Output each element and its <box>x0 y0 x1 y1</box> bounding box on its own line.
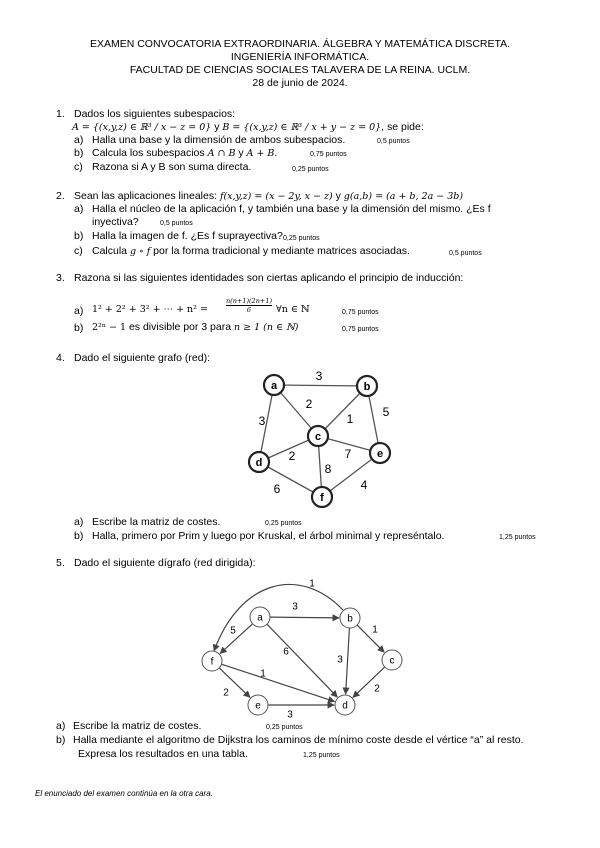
q4-b-text: Halla, primero por Prim y luego por Kruskal, el árbol minimal y represéntalo. <box>92 530 445 542</box>
q3-b-condition: n ≥ 1 (n ∈ ℕ) <box>234 322 299 333</box>
vertex-label-c: c <box>389 655 395 667</box>
node-label-f: f <box>320 491 324 504</box>
vertex-label-d: d <box>342 700 348 712</box>
q3-a-points: 0,75 puntos <box>342 309 379 316</box>
q1-number: 1. <box>56 108 65 120</box>
q4-title: Dado el siguiente grafo (red): <box>74 352 210 364</box>
q5-b-points: 1,25 puntos <box>303 752 340 759</box>
q5-a-text: Escribe la matriz de costes. <box>73 720 202 732</box>
q2-c-composition: g ∘ f <box>129 246 151 257</box>
q3-b-mid: es divisible por 3 para <box>128 321 232 333</box>
exam-title: EXAMEN CONVOCATORIA EXTRAORDINARIA. ÁLGEBRA Y MATEMÁTICA DISCRETA. <box>89 38 511 50</box>
arc-b-c <box>357 625 384 652</box>
q3-a-label: a) <box>74 305 84 317</box>
q2-b-text: Halla la imagen de f. ¿Es f suprayectiva? <box>92 230 283 242</box>
q1-a-points: 0,5 puntos <box>377 138 410 145</box>
edge-weight-d-f: 6 <box>273 482 281 497</box>
arc-weight-a-b: 3 <box>292 601 298 613</box>
q1-def-b: B = {(x,y,z) ∈ ℝ³ / x + y − z = 0} <box>222 122 382 133</box>
q4-b-label: b) <box>74 530 84 542</box>
q2-title-pre: Sean las aplicaciones lineales: <box>74 190 218 202</box>
q2-c-post: por la forma tradicional y mediante matrices asociadas. <box>153 245 410 257</box>
q2-b-label: b) <box>74 230 84 242</box>
q1-b-points: 0,75 puntos <box>310 151 347 158</box>
q3-b-label: b) <box>74 322 84 334</box>
q5-b-text-2: Expresa los resultados en una tabla. <box>78 748 248 760</box>
q1-def-tail: , se pide: <box>381 121 424 133</box>
q3-b-expression: 2²ⁿ − 1 <box>92 322 127 333</box>
exam-date: 28 de junio de 2024. <box>252 77 348 89</box>
q5-b-text-1: Halla mediante el algoritmo de Dijkstra los caminos de mínimo coste desde el vértice “a” al resto. <box>73 734 524 746</box>
q1-title: Dados los siguientes subespacios: <box>74 108 236 120</box>
q1-def-a: A = {(x,y,z) ∈ ℝ³ / x − z = 0} <box>72 122 212 133</box>
faculty-name: FACULTAD DE CIENCIAS SOCIALES TALAVERA DE LA REINA. UCLM. <box>129 64 471 76</box>
q4-number: 4. <box>56 352 65 364</box>
arc-weight-c-d: 2 <box>374 683 380 695</box>
q1-b-pre: Calcula los subespacios <box>92 147 205 159</box>
q1-b-math-sum: A + B <box>246 148 275 159</box>
vertex-label-f: f <box>210 656 214 668</box>
q5-a-label: a) <box>56 720 66 732</box>
vertex-label-a: a <box>257 612 263 624</box>
q2-number: 2. <box>56 190 65 202</box>
vertex-label-e: e <box>255 700 261 712</box>
q2-function-g: g(a,b) = (a + b, 2a − 3b) <box>343 191 464 202</box>
q2-function-f: f(x,y,z) = (x − 2y, x − z) <box>219 191 333 202</box>
edge-weight-e-f: 4 <box>360 478 368 493</box>
edge-weight-b-e: 5 <box>382 405 390 420</box>
node-label-c: c <box>314 430 322 443</box>
q3-a-tail: ∀n ∈ ℕ <box>276 304 310 315</box>
arc-f-d <box>221 664 334 701</box>
arc-a-d <box>267 624 337 697</box>
q3-a-numerator: n(n+1)(2n+1) <box>226 297 273 305</box>
q3-number: 3. <box>56 272 65 284</box>
q2-a-label: a) <box>74 203 84 215</box>
q1-c-points: 0,25 puntos <box>292 166 329 173</box>
arc-weight-e-d: 3 <box>287 709 293 721</box>
edge-weight-b-c: 1 <box>346 412 354 427</box>
arc-a-b <box>270 617 339 618</box>
arc-weight-b-d: 3 <box>337 654 343 666</box>
q1-b-label: b) <box>74 147 84 159</box>
degree-name: INGENIERÍA INFORMÁTICA. <box>230 51 370 63</box>
q1-a-label: a) <box>74 134 84 146</box>
q2-title-y: y <box>335 190 341 202</box>
q5-number: 5. <box>56 557 65 569</box>
continuation-note: El enunciado del examen continúa en la otra cara. <box>35 789 213 798</box>
q1-b-mid: y <box>238 147 244 159</box>
q2-c-pre: Calcula <box>92 245 128 257</box>
arc-weight-b-c: 1 <box>372 624 378 636</box>
q2-c-label: c) <box>74 245 83 257</box>
q2-a-points: 0,5 puntos <box>160 220 193 227</box>
edge-weight-a-b: 3 <box>315 369 323 384</box>
q4-b-points: 1,25 puntos <box>499 534 536 541</box>
q5-a-points: 0,25 puntos <box>266 724 303 731</box>
edge-weight-c-f: 8 <box>324 462 332 477</box>
q2-a-text-2: inyectiva? <box>92 216 139 228</box>
q2-a-text-1: Halla el núcleo de la aplicación f, y también una base y la dimensión del mismo. ¿Es f <box>92 203 491 215</box>
vertex-label-b: b <box>347 613 353 625</box>
q1-b-post: . <box>274 147 278 159</box>
arc-b-d <box>346 628 350 694</box>
arc-weight-a-f: 5 <box>230 625 236 637</box>
arc-weight-a-d: 6 <box>283 646 289 658</box>
q2-b-points: 0,25 puntos <box>283 235 320 242</box>
q1-def-y: y <box>214 121 220 133</box>
q1-b-math-intersection: A ∩ B <box>207 148 236 159</box>
node-label-d: d <box>255 456 263 469</box>
q3-title: Razona si las siguientes identidades son ciertas aplicando el principio de inducción: <box>74 272 464 284</box>
arc-weight-b-f: 1 <box>309 578 315 590</box>
node-label-e: e <box>376 447 384 460</box>
edge-weight-a-c: 2 <box>305 397 313 412</box>
edge-weight-a-d: 3 <box>258 414 266 429</box>
edge-weight-c-e: 7 <box>344 447 352 462</box>
edge-weight-d-c: 2 <box>288 449 296 464</box>
arc-weight-f-d: 1 <box>260 668 266 680</box>
arc-weight-f-e: 2 <box>223 687 229 699</box>
node-label-a: a <box>270 379 278 392</box>
q3-a-denominator: 6 <box>246 306 252 314</box>
q5-b-label: b) <box>56 734 66 746</box>
q4-a-points: 0,25 puntos <box>265 520 302 527</box>
q4-a-label: a) <box>74 516 84 528</box>
q3-a-lhs: 1² + 2² + 3² + ⋯ + n² = <box>92 304 208 315</box>
q2-c-points: 0,5 puntos <box>449 250 482 257</box>
q1-c-text: Razona si A y B son suma directa. <box>92 161 252 173</box>
q1-c-label: c) <box>74 161 83 173</box>
node-label-b: b <box>363 380 371 393</box>
q3-b-points: 0,75 puntos <box>342 326 379 333</box>
q5-title: Dado el siguiente dígrafo (red dirigida): <box>74 557 256 569</box>
arc-c-d <box>353 667 385 697</box>
q1-a-text: Halla una base y la dimensión de ambos subespacios. <box>92 134 346 146</box>
q4-a-text: Escribe la matriz de costes. <box>92 516 221 528</box>
